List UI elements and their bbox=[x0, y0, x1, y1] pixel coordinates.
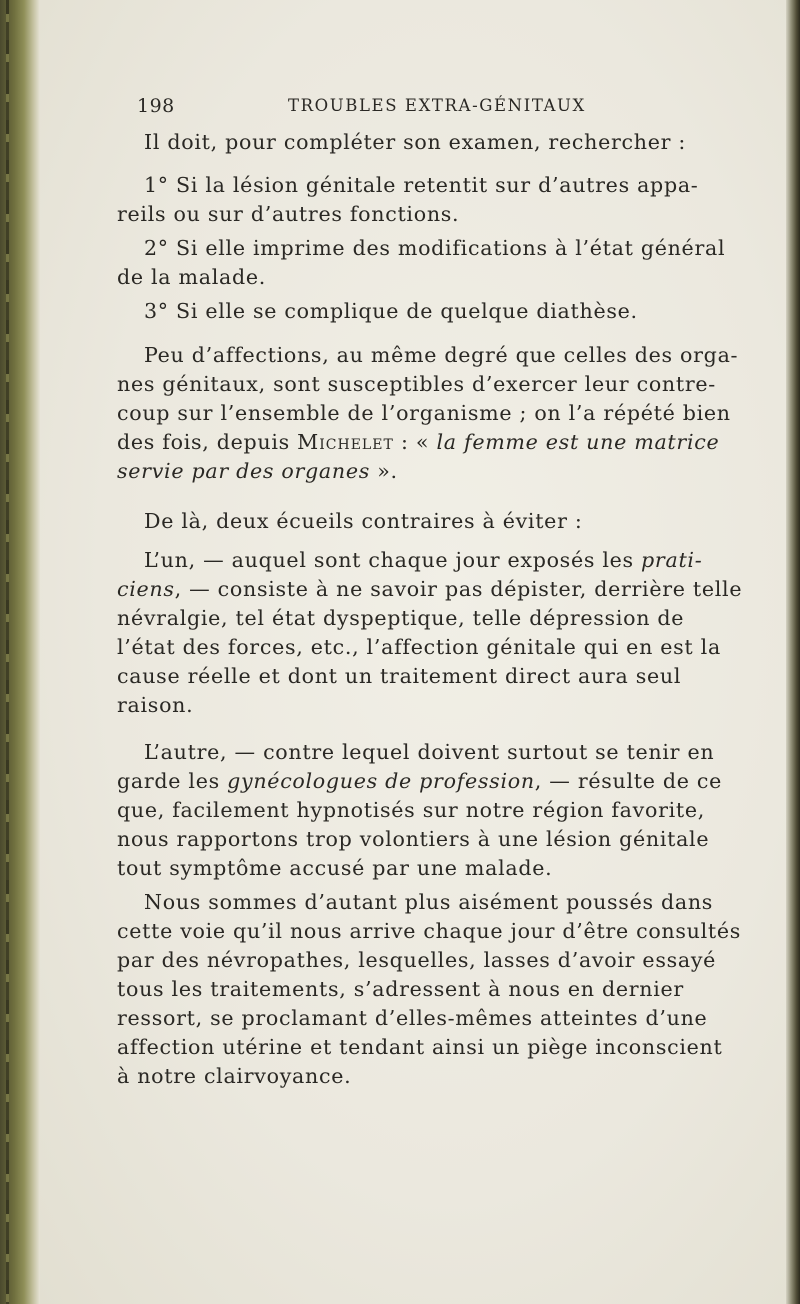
text-line: l’état des forces, etc., l’affection génitale qui en est la bbox=[117, 635, 721, 659]
text-line: Nous sommes d’autant plus aisément poussés dans bbox=[144, 890, 714, 914]
page-header bbox=[137, 95, 727, 119]
running-title: TROUBLES EXTRA-GÉNITAUX bbox=[288, 96, 586, 115]
page-number: 198 bbox=[137, 95, 175, 117]
text-line: 1° Si la lésion génitale retentit sur d’autres appa- bbox=[144, 173, 699, 197]
text-line bbox=[117, 546, 737, 575]
text-line: tous les traitements, s’adressent à nous en dernier bbox=[117, 977, 684, 1001]
text-line bbox=[117, 767, 737, 796]
text-line: ressort, se proclamant d’elles-mêmes atteintes d’une bbox=[117, 1006, 708, 1030]
text-fragment: des fois, depuis bbox=[117, 430, 298, 454]
text-line: à notre clairvoyance. bbox=[117, 1064, 352, 1088]
book-binding-left bbox=[0, 0, 40, 1304]
text-fragment: , — consiste à ne savoir pas dépister, derrière telle bbox=[174, 577, 743, 601]
text-line: 3° Si elle se complique de quelque diathèse. bbox=[144, 299, 638, 323]
page-edge-right bbox=[786, 0, 800, 1304]
text-line: par des névropathes, lesquelles, lasses d’avoir essayé bbox=[117, 948, 717, 972]
text-line: tout symptôme accusé par une malade. bbox=[117, 856, 553, 880]
text-line: cause réelle et dont un traitement direct aura seul bbox=[117, 664, 682, 688]
text-line: cette voie qu’il nous arrive chaque jour d’être consultés bbox=[117, 919, 742, 943]
text-line: Il doit, pour compléter son examen, rechercher : bbox=[144, 130, 687, 154]
text-line: Peu d’affections, au même degré que celles des orga- bbox=[144, 343, 739, 367]
italic-term: gynécologues de profession bbox=[227, 769, 535, 793]
text-line: reils ou sur d’autres fonctions. bbox=[117, 202, 460, 226]
text-line: raison. bbox=[117, 693, 194, 717]
quotation-italic: servie par des organes bbox=[117, 459, 371, 483]
text-line: coup sur l’ensemble de l’organisme ; on l’a répété bien bbox=[117, 401, 731, 425]
text-fragment: L’un, — auquel sont chaque jour exposés les bbox=[144, 548, 642, 572]
author-name: Michelet bbox=[297, 430, 394, 454]
text-line bbox=[117, 575, 743, 604]
text-line: nous rapportons trop volontiers à une lésion génitale bbox=[117, 827, 710, 851]
italic-term: prati- bbox=[641, 548, 703, 572]
text-line bbox=[117, 428, 737, 457]
text-fragment: ». bbox=[370, 459, 398, 483]
text-line: névralgie, tel état dyspeptique, telle dépression de bbox=[117, 606, 685, 630]
text-fragment: : « bbox=[393, 430, 437, 454]
text-line: nes génitaux, sont susceptibles d’exercer leur contre- bbox=[117, 372, 716, 396]
text-line: L’autre, — contre lequel doivent surtout se tenir en bbox=[144, 740, 715, 764]
text-fragment: garde les bbox=[117, 769, 228, 793]
text-line bbox=[117, 457, 737, 486]
text-line: De là, deux écueils contraires à éviter : bbox=[144, 509, 583, 533]
text-line: que, facilement hypnotisés sur notre région favorite, bbox=[117, 798, 706, 822]
italic-term: ciens bbox=[117, 577, 175, 601]
text-line: 2° Si elle imprime des modifications à l’état général bbox=[144, 236, 726, 260]
text-line: affection utérine et tendant ainsi un piège inconscient bbox=[117, 1035, 723, 1059]
body-text bbox=[117, 128, 743, 1091]
text-fragment: , — résulte de ce bbox=[534, 769, 723, 793]
quotation-italic: la femme est une matrice bbox=[436, 430, 720, 454]
text-line: de la malade. bbox=[117, 265, 267, 289]
